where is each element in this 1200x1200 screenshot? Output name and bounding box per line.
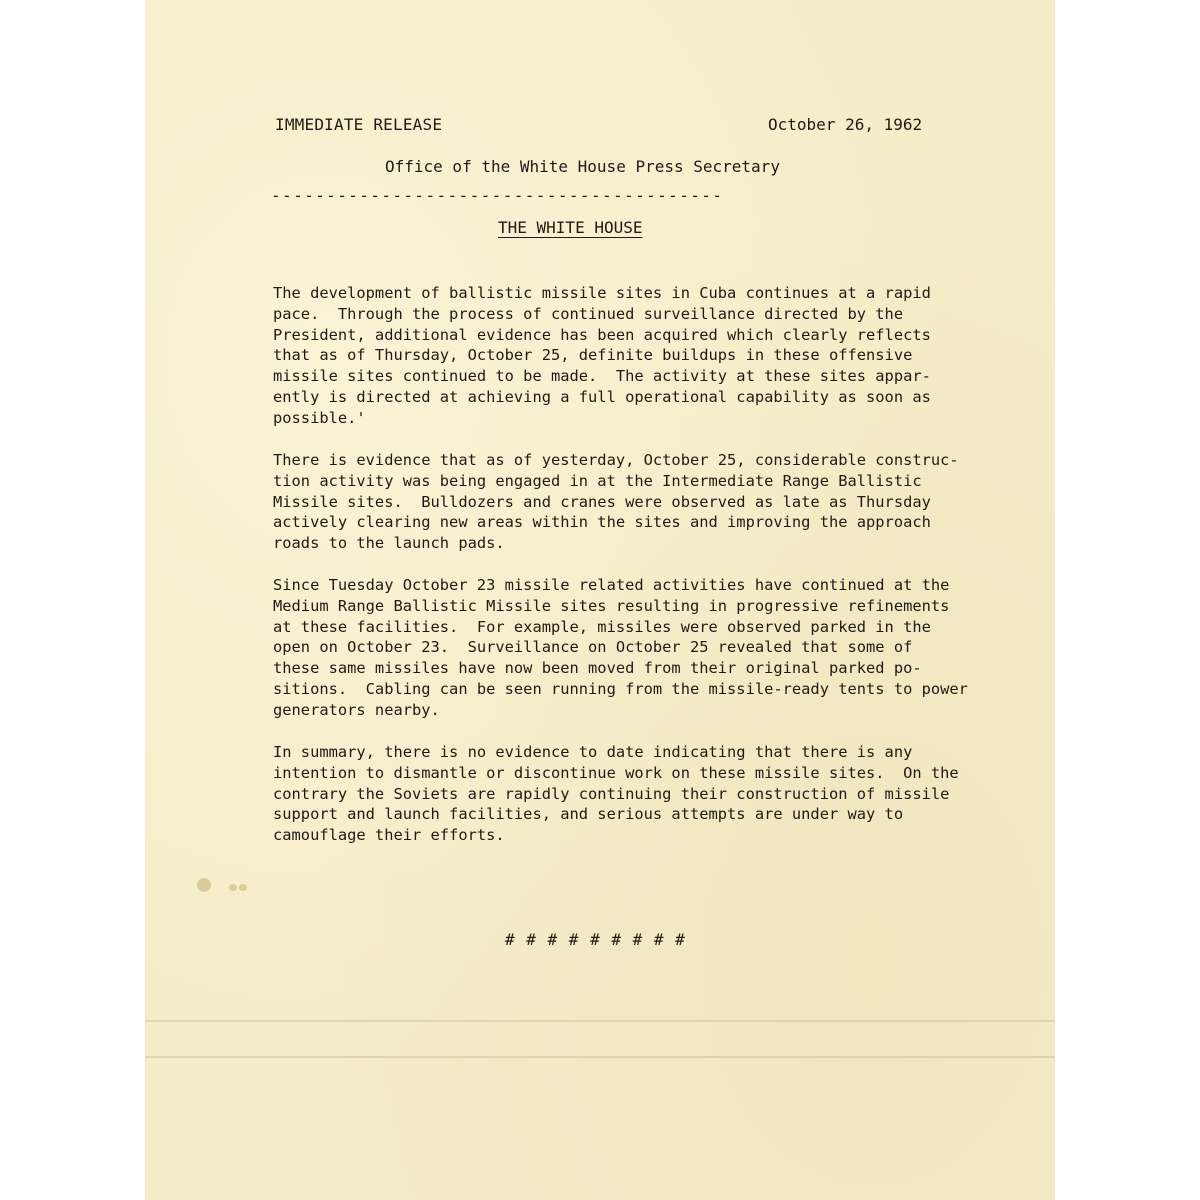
paragraph-1 (273, 283, 978, 429)
text-line: actively clearing new areas within the sites and improving the approach (273, 513, 931, 532)
text-line: intention to dismantle or discontinue work on these missile sites. On the (273, 763, 959, 782)
text-line: roads to the launch pads. (273, 534, 505, 553)
text-line: President, additional evidence has been acquired which clearly reflects (273, 325, 931, 344)
office-line: Office of the White House Press Secretary (385, 157, 780, 176)
paper-stain (229, 884, 237, 891)
text-line: at these facilities. For example, missiles were observed parked in the (273, 617, 931, 636)
text-line: contrary the Soviets are rapidly continuing their construction of missile (273, 784, 950, 803)
text-line: generators nearby. (273, 700, 440, 719)
paper-stain (197, 878, 211, 892)
text-line: Since Tuesday October 23 missile related activities have continued at the (273, 576, 950, 594)
text-line: ently is directed at achieving a full operational capability as soon as (273, 387, 931, 406)
text-line: The development of ballistic missile sites in Cuba continues at a rapid (273, 284, 931, 302)
text-line: missile sites continued to be made. The activity at these sites appar- (273, 367, 931, 386)
text-line: Medium Range Ballistic Missile sites resulting in progressive refinements (273, 596, 950, 615)
dashed-divider: ----------------------------------------- (271, 186, 724, 205)
document-page (145, 0, 1055, 1200)
text-line: these same missiles have now been moved from their original parked po- (273, 659, 922, 678)
text-line: support and launch facilities, and serious attempts are under way to (273, 805, 904, 824)
paragraph-2 (273, 450, 978, 554)
end-mark: # # # # # # # # # (505, 930, 686, 949)
text-line: In summary, there is no evidence to date indicating that there is any (273, 743, 913, 761)
paragraph-4 (273, 742, 978, 846)
text-line: possible.' (273, 408, 366, 427)
text-line: camouflage their efforts. (273, 826, 505, 845)
paragraph-3 (273, 575, 978, 721)
text-line: There is evidence that as of yesterday, October 25, considerable construc- (273, 451, 959, 469)
text-line: pace. Through the process of continued surveillance directed by the (273, 304, 904, 323)
paper-stain (239, 884, 247, 891)
text-line: open on October 23. Surveillance on October 25 revealed that some of (273, 638, 913, 657)
release-label: IMMEDIATE RELEASE (275, 115, 443, 134)
paper-fold-line (145, 1056, 1055, 1058)
document-title: THE WHITE HOUSE (498, 218, 643, 237)
text-line: Missile sites. Bulldozers and cranes were observed as late as Thursday (273, 492, 931, 511)
text-line: sitions. Cabling can be seen running from the missile-ready tents to power (273, 679, 968, 698)
paper-fold-line (145, 1020, 1055, 1022)
text-line: tion activity was being engaged in at the Intermediate Range Ballistic (273, 471, 922, 490)
text-line: that as of Thursday, October 25, definite buildups in these offensive (273, 346, 913, 365)
release-date: October 26, 1962 (768, 115, 923, 134)
